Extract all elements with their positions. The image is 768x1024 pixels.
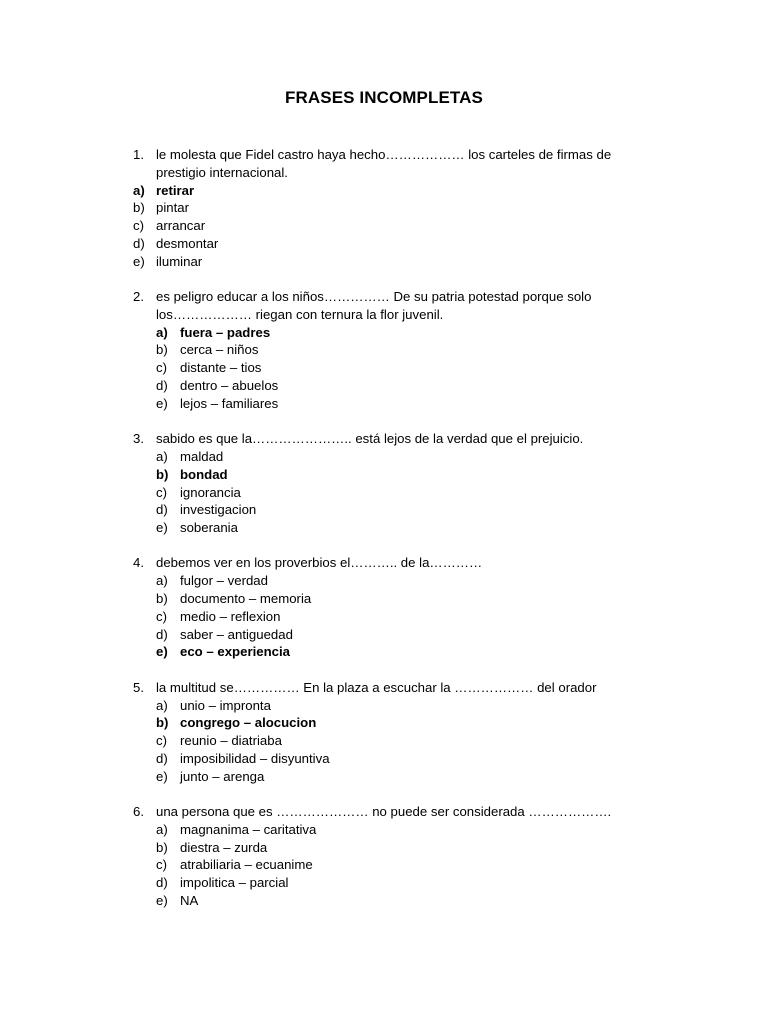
answer-option — [0, 519, 768, 537]
answer-option — [0, 235, 768, 253]
answer-option — [0, 821, 768, 839]
option-letter: d) — [156, 378, 168, 394]
option-text: magnanima – caritativa — [180, 821, 317, 837]
option-text: investigacion — [180, 502, 257, 518]
answer-option — [0, 608, 768, 626]
option-letter: c) — [156, 484, 167, 500]
option-letter: b) — [156, 839, 168, 855]
option-letter: c) — [133, 218, 144, 234]
option-letter: c) — [156, 857, 167, 873]
option-letter: b) — [156, 715, 169, 731]
question-sentence: es peligro educar a los niños…………… De su patria potestad porque solo los……………… riegan con ternura la flor juvenil. — [156, 289, 592, 322]
option-text: cerca – niños — [180, 342, 259, 358]
option-letter: e) — [156, 395, 168, 411]
option-text: dentro – abuelos — [180, 378, 279, 394]
question-item — [0, 803, 768, 910]
answer-option — [0, 750, 768, 768]
option-letter: a) — [156, 573, 168, 589]
question-number: 4. — [133, 555, 144, 571]
option-text: iluminar — [156, 253, 203, 269]
option-text: junto – arenga — [180, 768, 265, 784]
answer-option — [0, 626, 768, 644]
answer-option — [0, 466, 768, 484]
question-item — [0, 679, 768, 786]
question-sentence: le molesta que Fidel castro haya hecho……………… los carteles de firmas de prestigio internacional. — [156, 147, 612, 180]
question-number: 6. — [133, 804, 144, 819]
option-text: diestra – zurda — [180, 839, 268, 855]
answer-option — [0, 697, 768, 715]
option-text: bondad — [180, 466, 228, 482]
question-text — [0, 146, 768, 182]
question-list — [0, 146, 768, 927]
option-letter: a) — [156, 821, 168, 837]
option-text: desmontar — [156, 235, 219, 251]
option-letter: e) — [156, 520, 168, 536]
answer-option — [0, 590, 768, 608]
question-text — [0, 803, 768, 821]
answer-option — [0, 395, 768, 413]
option-letter: a) — [156, 697, 168, 713]
option-text: lejos – familiares — [180, 395, 279, 411]
answer-option — [0, 768, 768, 786]
option-text: fuera – padres — [180, 324, 271, 340]
answer-option — [0, 341, 768, 359]
answer-option — [0, 253, 768, 271]
question-item — [0, 430, 768, 537]
answer-option — [0, 217, 768, 235]
answer-option — [0, 714, 768, 732]
option-letter: e) — [156, 892, 168, 908]
option-letter: a) — [156, 448, 168, 464]
answer-option — [0, 484, 768, 502]
option-text: saber – antiguedad — [180, 626, 293, 642]
answer-option — [0, 448, 768, 466]
answer-option — [0, 182, 768, 200]
question-sentence: sabido es que la………………….. está lejos de la verdad que el prejuicio. — [156, 431, 584, 447]
option-letter: b) — [156, 342, 168, 358]
answer-option — [0, 643, 768, 661]
option-text: NA — [180, 892, 199, 908]
answer-option — [0, 856, 768, 874]
option-letter: c) — [156, 360, 167, 376]
option-letter: e) — [156, 644, 168, 660]
option-text: soberania — [180, 520, 238, 536]
option-letter: b) — [133, 200, 145, 216]
option-letter: c) — [156, 608, 167, 624]
answer-option — [0, 572, 768, 590]
option-text: ignorancia — [180, 484, 241, 500]
option-text: documento – memoria — [180, 591, 312, 607]
option-letter: d) — [156, 626, 168, 642]
answer-option — [0, 199, 768, 217]
option-letter: b) — [156, 591, 168, 607]
option-text: unio – impronta — [180, 697, 271, 713]
question-number: 5. — [133, 679, 144, 695]
option-letter: d) — [156, 750, 168, 766]
option-letter: d) — [156, 502, 168, 518]
question-item — [0, 288, 768, 413]
question-sentence: la multitud se…………… En la plaza a escuchar la ……………… del orador — [156, 679, 597, 695]
answer-option — [0, 732, 768, 750]
option-letter: e) — [156, 768, 168, 784]
question-sentence: una persona que es ………………… no puede ser considerada ………………. — [156, 804, 612, 819]
question-text — [0, 430, 768, 448]
answer-option — [0, 377, 768, 395]
answer-option — [0, 839, 768, 857]
option-letter: a) — [156, 324, 168, 340]
answer-option — [0, 501, 768, 519]
option-letter: d) — [133, 235, 145, 251]
option-text: imposibilidad – disyuntiva — [180, 750, 330, 766]
option-text: impolitica – parcial — [180, 875, 289, 891]
question-text — [0, 554, 768, 572]
option-text: distante – tios — [180, 360, 262, 376]
option-text: arrancar — [156, 218, 206, 234]
question-number: 3. — [133, 431, 144, 447]
option-text: fulgor – verdad — [180, 573, 268, 589]
option-text: retirar — [156, 182, 195, 198]
question-number: 1. — [133, 147, 144, 162]
option-text: atrabiliaria – ecuanime — [180, 857, 313, 873]
page-title: FRASES INCOMPLETAS — [285, 88, 483, 107]
question-sentence: debemos ver en los proverbios el……….. de la………… — [156, 555, 483, 571]
answer-option — [0, 892, 768, 910]
option-letter: e) — [133, 253, 145, 269]
answer-option — [0, 874, 768, 892]
option-text: pintar — [156, 200, 189, 216]
question-item — [0, 146, 768, 271]
option-letter: b) — [156, 466, 169, 482]
question-item — [0, 554, 768, 661]
option-text: medio – reflexion — [180, 608, 281, 624]
option-text: maldad — [180, 448, 224, 464]
answer-option — [0, 324, 768, 342]
question-number: 2. — [133, 289, 144, 305]
question-text — [0, 679, 768, 697]
option-text: eco – experiencia — [180, 644, 290, 660]
question-text — [0, 288, 768, 324]
option-letter: d) — [156, 875, 168, 891]
option-text: reunio – diatriaba — [180, 733, 282, 749]
option-text: congrego – alocucion — [180, 715, 317, 731]
answer-option — [0, 359, 768, 377]
option-letter: c) — [156, 733, 167, 749]
option-letter: a) — [133, 182, 145, 198]
